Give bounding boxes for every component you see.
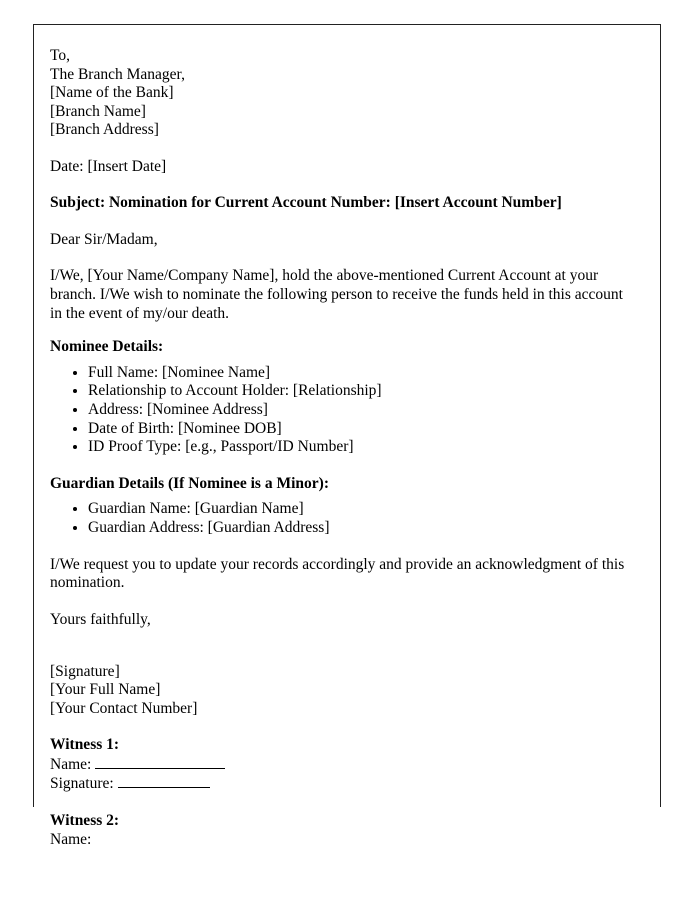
list-item: • Guardian Address: [Guardian Address] (88, 519, 630, 538)
address-line-bank-name: [Name of the Bank] (50, 84, 174, 101)
request-paragraph: I/We request you to update your records accordingly and provide an acknowledgment of this nomination. (50, 555, 625, 592)
address-line-branch-manager: The Branch Manager, (50, 65, 185, 83)
spacer (50, 794, 630, 812)
witness-2-name-row (50, 830, 630, 849)
witness-1-signature-field[interactable] (118, 787, 210, 788)
nominee-details-heading: Nominee Details: (50, 338, 164, 356)
witness-1-signature-row (50, 774, 630, 794)
list-item: • Address: [Nominee Address] (88, 401, 630, 420)
spacer (50, 630, 630, 648)
witness-1-signature-label: Signature: (50, 775, 118, 793)
guardian-details-list (50, 500, 630, 537)
spacer (50, 718, 630, 736)
spacer (50, 213, 630, 231)
guardian-details-heading: Guardian Details (If Nominee is a Minor): (50, 474, 329, 492)
witness-1-name-label: Name: (50, 755, 96, 773)
list-item: • Date of Birth: [Nominee DOB] (88, 420, 630, 439)
intro-paragraph: I/We, [Your Name/Company Name], hold the above-mentioned Current Account at your branch. I/We wish to nominate the following person to receive the funds held in this account in the event of my/our death. (50, 267, 623, 322)
spacer (50, 457, 630, 475)
witness-1-name-field[interactable] (95, 768, 225, 769)
subject-line: Subject: Nomination for Current Account Number: [Insert Account Number] (50, 194, 562, 211)
salutation: Dear Sir/Madam, (50, 230, 158, 248)
spacer (50, 323, 630, 338)
spacer (50, 249, 630, 267)
address-line-branch-address: [Branch Address] (50, 121, 159, 138)
witness-1-heading: Witness 1: (50, 736, 120, 754)
signer-full-name: [Your Full Name] (50, 681, 161, 699)
signer-contact-number: [Your Contact Number] (50, 699, 198, 717)
closing-line: Yours faithfully, (50, 611, 151, 629)
list-item: • ID Proof Type: [e.g., Passport/ID Number] (88, 438, 630, 457)
document-sheet (33, 24, 661, 849)
address-line-branch-name: [Branch Name] (50, 102, 146, 120)
address-line-to: To, (50, 47, 71, 64)
spacer (50, 538, 630, 556)
witness-1-name-row (50, 755, 630, 775)
witness-2-name-label: Name: (50, 831, 92, 849)
signature-placeholder: [Signature] (50, 662, 120, 680)
date-line: Date: [Insert Date] (50, 157, 167, 175)
spacer (50, 648, 630, 663)
spacer (50, 176, 630, 194)
document-body (34, 25, 660, 849)
spacer (50, 593, 630, 611)
nominee-details-list (50, 364, 630, 457)
address-block (50, 47, 630, 140)
signature-block (50, 663, 630, 719)
spacer (50, 140, 630, 158)
list-item: • Full Name: [Nominee Name] (88, 364, 630, 383)
list-item: • Guardian Name: [Guardian Name] (88, 500, 630, 519)
list-item: • Relationship to Account Holder: [Relationship] (88, 382, 630, 401)
witness-2-heading: Witness 2: (50, 811, 120, 829)
